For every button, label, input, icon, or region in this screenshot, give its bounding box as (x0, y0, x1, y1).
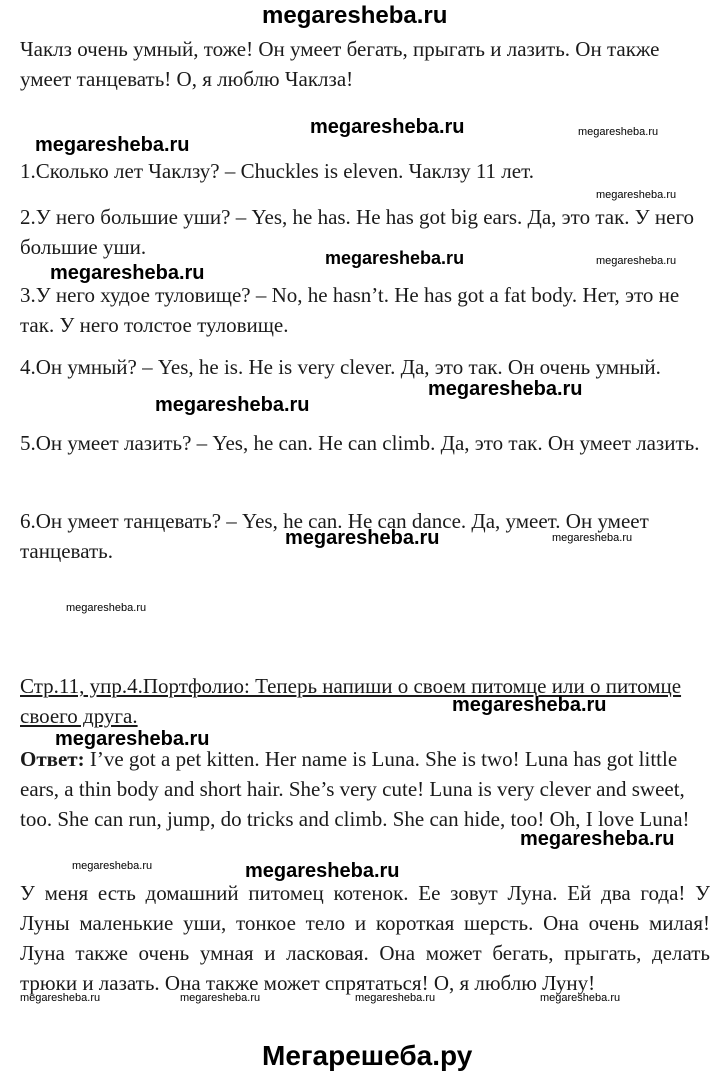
answer-english-text: I’ve got a pet kitten. Her name is Luna. She is two! Luna has got little ears, a thin body and short hair. She’s very cute! Luna is very clever and sweet, too. She can run, jump, do tricks and climb. She can hide, too! Oh, I love Luna! (20, 747, 690, 831)
watermark: megaresheba.ru (245, 860, 400, 882)
answer-label: Ответ: (20, 747, 85, 771)
answer-english (20, 744, 710, 834)
watermark: megaresheba.ru (596, 255, 677, 267)
watermark: megaresheba.ru (428, 378, 583, 400)
site-watermark-header: megaresheba.ru (262, 2, 448, 29)
watermark: megaresheba.ru (155, 394, 310, 416)
qa-item-5: 5.Он умеет лазить? – Yes, he can. He can climb. Да, это так. Он умеет лазить. (20, 431, 700, 455)
watermark: megaresheba.ru (35, 134, 190, 156)
qa-item-2: 2.У него большие уши? – Yes, he has. He has got big ears. Да, это так. У него большие уши. (20, 205, 695, 259)
watermark: megaresheba.ru (578, 126, 659, 138)
task-heading: Стр.11, упр.4.Портфолио: Теперь напиши о своем питомце или о питомце своего друга. (20, 674, 682, 728)
qa-item-6: 6.Он умеет танцевать? – Yes, he can. He can dance. Да, умеет. Он умеет танцевать. (20, 509, 649, 563)
watermark: megaresheba.ru (50, 262, 205, 284)
intro-paragraph: Чаклз очень умный, тоже! Он умеет бегать, прыгать и лазить. Он также умеет танцевать! О, я люблю Чаклза! (20, 37, 660, 91)
qa-item-1: 1.Сколько лет Чаклзу? – Chuckles is eleven. Чаклзу 11 лет. (20, 159, 534, 183)
site-title-footer: Мегарешеба.ру (262, 1040, 473, 1071)
qa-item-4: 4.Он умный? – Yes, he is. He is very clever. Да, это так. Он очень умный. (20, 355, 661, 379)
watermark: megaresheba.ru (20, 992, 101, 1004)
watermark: megaresheba.ru (66, 602, 147, 614)
watermark: megaresheba.ru (180, 992, 261, 1004)
watermark: megaresheba.ru (596, 189, 677, 201)
watermark: megaresheba.ru (72, 860, 153, 872)
qa-item-3: 3.У него худое туловище? – No, he hasn’t. He has got a fat body. Нет, это не так. У него толстое туловище. (20, 283, 680, 337)
watermark: megaresheba.ru (285, 527, 440, 549)
watermark: megaresheba.ru (355, 992, 436, 1004)
watermark: megaresheba.ru (310, 116, 465, 138)
watermark: megaresheba.ru (55, 728, 210, 750)
watermark: megaresheba.ru (540, 992, 621, 1004)
watermark: megaresheba.ru (325, 248, 465, 268)
watermark: megaresheba.ru (552, 532, 633, 544)
watermark: megaresheba.ru (520, 828, 675, 850)
answer-russian: У меня есть домашний питомец котенок. Ее зовут Луна. Ей два года! У Луны маленькие уши, тонкое тело и короткая шерсть. Она очень милая! Луна также очень умная и ласковая. Она может бегать, прыгать, делать трюки и лазать. Она также может спрятаться! О, я люблю Луну! (20, 881, 710, 995)
watermark: megaresheba.ru (452, 694, 607, 716)
